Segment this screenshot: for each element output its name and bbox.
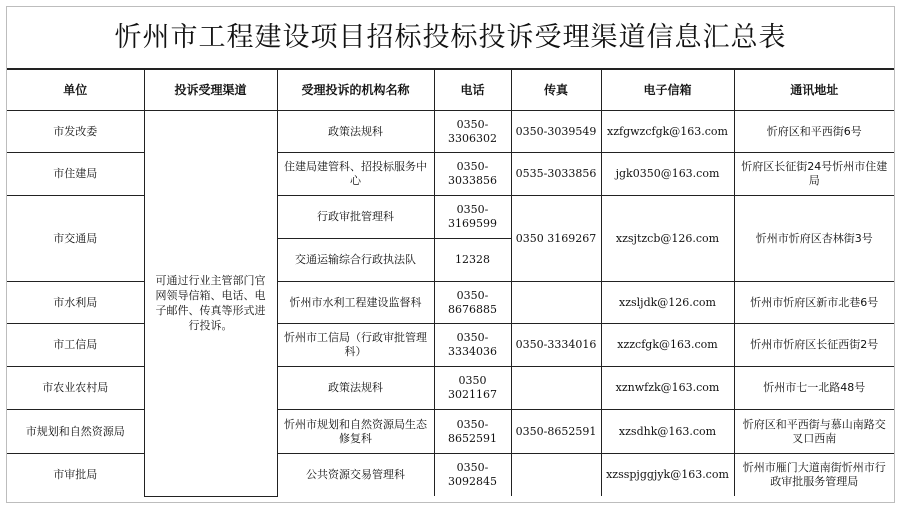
- phone-cell: 0350-3169599: [434, 196, 511, 239]
- fax-cell: 0535-3033856: [511, 153, 601, 196]
- header-unit: 单位: [7, 70, 144, 111]
- phone-cell: 0350 3021167: [434, 367, 511, 410]
- table-row: [7, 410, 894, 454]
- phone-cell: 0350-3033856: [434, 153, 511, 196]
- phone-cell: 12328: [434, 239, 511, 282]
- agency-cell: 忻州市工信局（行政审批管理科）: [277, 324, 434, 367]
- header-fax: 传真: [511, 70, 601, 111]
- email-cell: jgk0350@163.com: [601, 153, 734, 196]
- phone-cell: 0350-3092845: [434, 454, 511, 497]
- header-email: 电子信箱: [601, 70, 734, 111]
- address-cell: 忻州市忻府区杏林街3号: [734, 196, 894, 282]
- table-row: [7, 454, 894, 497]
- header-channel: 投诉受理渠道: [144, 70, 277, 111]
- unit-cell: 市水利局: [7, 282, 144, 324]
- fax-cell: 0350-3039549: [511, 111, 601, 153]
- header-row: [7, 70, 894, 111]
- channel-cell: 可通过行业主管部门官网领导信箱、电话、电子邮件、传真等形式进行投诉。: [144, 111, 277, 497]
- address-cell: 忻府区和平西街与慕山南路交叉口西南: [734, 410, 894, 454]
- agency-cell: 忻州市水利工程建设监督科: [277, 282, 434, 324]
- unit-cell: 市发改委: [7, 111, 144, 153]
- unit-cell: 市农业农村局: [7, 367, 144, 410]
- agency-cell: 交通运输综合行政执法队: [277, 239, 434, 282]
- email-cell: xzsdhk@163.com: [601, 410, 734, 454]
- phone-cell: 0350-8676885: [434, 282, 511, 324]
- unit-cell: 市交通局: [7, 196, 144, 282]
- agency-cell: 政策法规科: [277, 367, 434, 410]
- unit-cell: 市工信局: [7, 324, 144, 367]
- table-row: [7, 324, 894, 367]
- email-cell: xzfgwzcfgk@163.com: [601, 111, 734, 153]
- address-cell: 忻府区长征街24号忻州市住建局: [734, 153, 894, 196]
- email-cell: xznwfzk@163.com: [601, 367, 734, 410]
- address-cell: 忻州市雁门大道南街忻州市行政审批服务管理局: [734, 454, 894, 497]
- table-row: [7, 153, 894, 196]
- fax-cell: 0350 3169267: [511, 196, 601, 282]
- fax-cell: [511, 282, 601, 324]
- email-cell: xzzcfgk@163.com: [601, 324, 734, 367]
- unit-cell: 市住建局: [7, 153, 144, 196]
- fax-cell: 0350-8652591: [511, 410, 601, 454]
- email-cell: xzsjtzcb@126.com: [601, 196, 734, 282]
- fax-cell: 0350-3334016: [511, 324, 601, 367]
- header-agency: 受理投诉的机构名称: [277, 70, 434, 111]
- agency-cell: 忻州市规划和自然资源局生态修复科: [277, 410, 434, 454]
- email-cell: xzsspjggjyk@163.com: [601, 454, 734, 497]
- channel-table: [7, 69, 894, 497]
- table-row: [7, 196, 894, 239]
- phone-cell: 0350-3334036: [434, 324, 511, 367]
- header-phone: 电话: [434, 70, 511, 111]
- address-cell: 忻州市忻府区长征西街2号: [734, 324, 894, 367]
- header-address: 通讯地址: [734, 70, 894, 111]
- address-cell: 忻州市忻府区新市北巷6号: [734, 282, 894, 324]
- phone-cell: 0350-8652591: [434, 410, 511, 454]
- agency-cell: 政策法规科: [277, 111, 434, 153]
- sheet-title: 忻州市工程建设项目招标投标投诉受理渠道信息汇总表: [7, 7, 894, 69]
- agency-cell: 行政审批管理科: [277, 196, 434, 239]
- fax-cell: [511, 454, 601, 497]
- unit-cell: 市规划和自然资源局: [7, 410, 144, 454]
- phone-cell: 0350-3306302: [434, 111, 511, 153]
- summary-sheet: [6, 6, 895, 503]
- email-cell: xzsljdk@126.com: [601, 282, 734, 324]
- address-cell: 忻府区和平西街6号: [734, 111, 894, 153]
- unit-cell: 市审批局: [7, 454, 144, 497]
- table-row: [7, 111, 894, 153]
- agency-cell: 住建局建管科、招投标服务中心: [277, 153, 434, 196]
- fax-cell: [511, 367, 601, 410]
- table-row: [7, 367, 894, 410]
- address-cell: 忻州市七一北路48号: [734, 367, 894, 410]
- table-row: [7, 282, 894, 324]
- agency-cell: 公共资源交易管理科: [277, 454, 434, 497]
